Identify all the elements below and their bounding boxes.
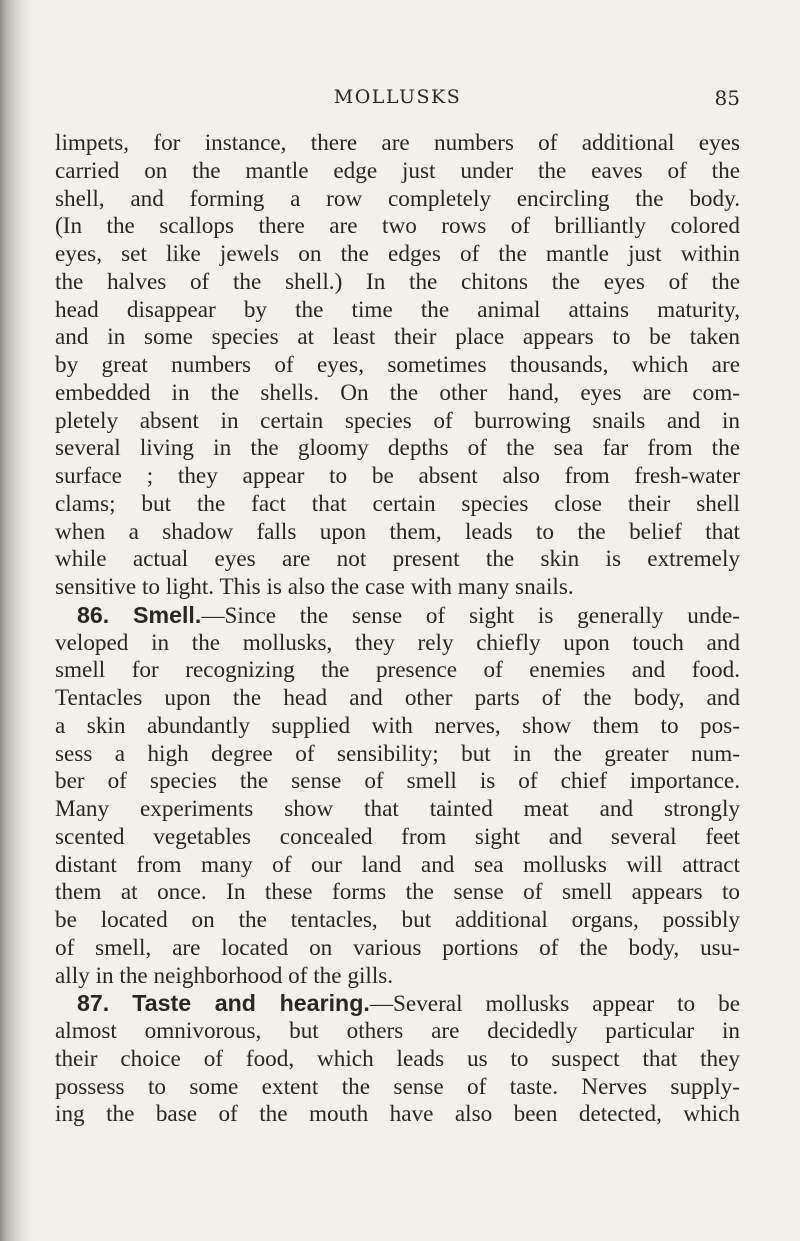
section-number: 87. <box>77 990 110 1017</box>
text-run: —Several mollusks appear to be <box>369 991 741 1018</box>
text-line: sess a high degree of sensibility; but in the greater num- <box>55 740 740 767</box>
text-line: ing the base of the mouth have also been detected, which <box>55 1101 740 1128</box>
text-line: pletely absent in certain species of burrowing snails and in <box>55 407 740 434</box>
text-line: embedded in the shells. On the other hand, eyes are com- <box>55 379 740 406</box>
text-line: scented vegetables concealed from sight and several feet <box>55 823 740 850</box>
page-header <box>55 86 740 116</box>
section-86-heading-line <box>55 602 740 630</box>
text-line: almost omnivorous, but others are decidedly particular in <box>55 1018 740 1044</box>
text-line: head disappear by the time the animal attains maturity, <box>55 296 740 323</box>
section-title: Smell. <box>133 601 202 628</box>
text-line: be located on the tentacles, but additional organs, possibly <box>55 907 740 933</box>
text-line: eyes, set like jewels on the edges of the mantle just within <box>55 241 740 267</box>
text-line: smell for recognizing the presence of enemies and food. <box>55 657 740 684</box>
section-number: 86. <box>77 601 110 628</box>
text-line: of smell, are located on various portions of the body, usu- <box>55 934 740 961</box>
text-line: them at once. In these forms the sense of smell appears to <box>55 879 740 906</box>
text-line: limpets, for instance, there are numbers of additional eyes <box>55 130 740 156</box>
section-87-heading-line <box>55 990 740 1018</box>
running-head: MOLLUSKS <box>333 86 462 108</box>
text-line: ber of species the sense of smell is of chief importance. <box>55 768 740 795</box>
text-line: Many experiments show that tainted meat and strongly <box>55 796 740 822</box>
text-line: shell, and forming a row completely encircling the body. <box>55 185 740 212</box>
text-line: by great numbers of eyes, sometimes thousands, which are <box>55 352 740 378</box>
section-title: Taste and hearing. <box>132 990 370 1017</box>
text-line: distant from many of our land and sea mollusks will attract <box>55 851 740 878</box>
text-line: (In the scallops there are two rows of brilliantly colored <box>55 213 740 240</box>
text-run: —Since the sense of sight is generally unde- <box>201 602 740 629</box>
text-line: when a shadow falls upon them, leads to the belief that <box>55 518 740 545</box>
text-line: carried on the mantle edge just under the eaves of the <box>55 157 740 184</box>
text-line: ally in the neighborhood of the gills. <box>55 962 394 989</box>
page-gutter-shadow <box>0 0 34 1241</box>
text-line: sensitive to light. This is also the case with many snails. <box>55 574 574 600</box>
text-line: and in some species at least their place appears to be taken <box>55 324 740 351</box>
text-line: their choice of food, which leads us to suspect that they <box>55 1045 740 1072</box>
text-line: possess to some extent the sense of taste. Nerves supply- <box>55 1073 740 1100</box>
text-line: while actual eyes are not present the skin is extremely <box>55 546 740 573</box>
text-line: veloped in the mollusks, they rely chiefly upon touch and <box>55 629 740 656</box>
text-line: clams; but the fact that certain species close their shell <box>55 490 740 517</box>
text-line: several living in the gloomy depths of the sea far from the <box>55 435 740 462</box>
page-number: 85 <box>714 86 740 110</box>
text-line: a skin abundantly supplied with nerves, show them to pos- <box>55 712 740 739</box>
text-line: surface ; they appear to be absent also from fresh-water <box>55 463 740 489</box>
body-text <box>55 130 740 1129</box>
text-line: Tentacles upon the head and other parts of the body, and <box>55 685 740 711</box>
text-line: the halves of the shell.) In the chitons the eyes of the <box>55 268 740 295</box>
